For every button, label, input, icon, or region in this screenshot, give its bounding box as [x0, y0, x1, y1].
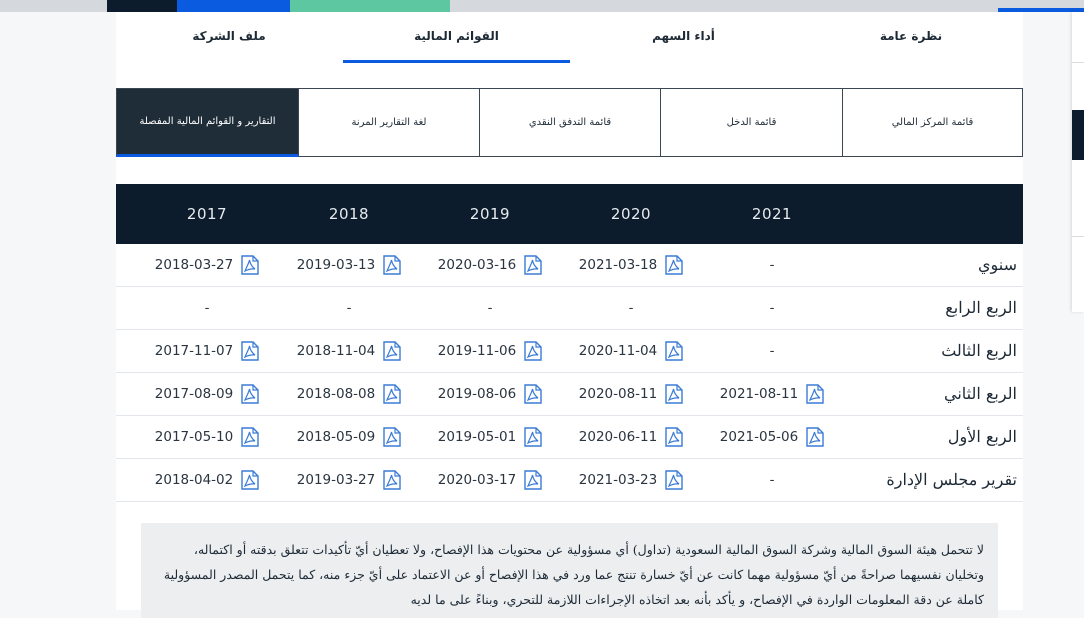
table-row	[116, 287, 1023, 330]
empty-cell	[702, 330, 842, 372]
pdf-file-icon[interactable]	[524, 470, 542, 490]
year-header: 2019	[469, 205, 511, 223]
report-link[interactable]	[420, 244, 560, 286]
report-date: 2018-05-09	[296, 429, 376, 445]
table-row	[116, 459, 1023, 502]
year-header: 2017	[186, 205, 228, 223]
disclaimer-text: لا تتحمل هيئة السوق المالية وشركة السوق المالية السعودية (تداول) أي مسؤولية عن محتويات هذا الإفصاح، ولا تعطيان أيّ تأكيدات تتعلق بدقته أو اكتماله، وتخليان نفسيهما صراحةً من أيّ مسؤولية مهما كانت عن أيّ خسارة تنتج عما ورد في هذا الإفصاح أو عن الاعتماد على أيّ جزء منه، كما يتحمل المصدر المسؤولية كاملة عن دقة المعلومات الواردة في الإفصاح، و يأكد بأنه بعد اتخاذه الإجراءات اللازمة للتحري، وبناءً على ما لديه	[163, 542, 984, 607]
tab-overview[interactable]: نظرة عامة	[879, 29, 943, 43]
report-link[interactable]	[137, 244, 277, 286]
empty-dash: -	[346, 300, 352, 316]
statement-subtabs	[116, 88, 1023, 159]
side-menu[interactable]	[1072, 12, 1084, 312]
report-date: 2020-08-11	[578, 386, 658, 402]
top-header-strip	[0, 0, 1084, 12]
empty-cell	[702, 244, 842, 286]
report-date: 2020-11-04	[578, 343, 658, 359]
disclaimer-box	[141, 523, 998, 618]
empty-cell	[702, 459, 842, 501]
table-row	[116, 373, 1023, 416]
report-date: 2020-03-17	[437, 472, 517, 488]
empty-dash: -	[769, 300, 775, 316]
table-row	[116, 416, 1023, 459]
report-date: 2019-05-01	[437, 429, 517, 445]
report-date: 2019-11-06	[437, 343, 517, 359]
report-link[interactable]	[702, 416, 842, 458]
year-header: 2021	[751, 205, 793, 223]
pdf-file-icon[interactable]	[383, 255, 401, 275]
report-link[interactable]	[279, 459, 419, 501]
report-date: 2020-03-16	[437, 257, 517, 273]
pdf-file-icon[interactable]	[665, 384, 683, 404]
report-link[interactable]	[561, 373, 701, 415]
report-link[interactable]	[561, 416, 701, 458]
pdf-file-icon[interactable]	[665, 255, 683, 275]
header-segment-green	[290, 0, 450, 12]
row-label: الربع الرابع	[945, 298, 1017, 317]
empty-cell	[702, 287, 842, 329]
empty-dash: -	[769, 343, 775, 359]
report-link[interactable]	[561, 459, 701, 501]
pdf-file-icon[interactable]	[383, 384, 401, 404]
year-header: 2018	[328, 205, 370, 223]
header-segment-blue	[177, 0, 290, 12]
report-link[interactable]	[420, 416, 560, 458]
table-header	[116, 184, 1023, 244]
pdf-file-icon[interactable]	[383, 470, 401, 490]
tab-stock-performance[interactable]: أداء السهم	[652, 29, 715, 43]
pdf-file-icon[interactable]	[806, 384, 824, 404]
report-link[interactable]	[561, 330, 701, 372]
report-date: 2020-06-11	[578, 429, 658, 445]
tab-company-profile[interactable]: ملف الشركة	[192, 29, 266, 43]
pdf-file-icon[interactable]	[383, 341, 401, 361]
empty-dash: -	[204, 300, 210, 316]
pdf-file-icon[interactable]	[241, 470, 259, 490]
table-row	[116, 330, 1023, 373]
report-date: 2018-04-02	[154, 472, 234, 488]
report-date: 2017-05-10	[154, 429, 234, 445]
pdf-file-icon[interactable]	[241, 255, 259, 275]
pdf-file-icon[interactable]	[241, 427, 259, 447]
pdf-file-icon[interactable]	[524, 255, 542, 275]
report-date: 2021-03-23	[578, 472, 658, 488]
report-link[interactable]	[137, 373, 277, 415]
subtab-income-statement[interactable]: قائمة الدخل	[661, 88, 843, 157]
empty-dash: -	[769, 472, 775, 488]
subtab-detailed-reports[interactable]: التقارير و القوائم المالية المفصلة	[116, 88, 299, 157]
empty-cell	[279, 287, 419, 329]
main-tabs	[116, 12, 1023, 64]
side-menu-divider	[1072, 236, 1084, 237]
report-date: 2018-11-04	[296, 343, 376, 359]
report-link[interactable]	[137, 416, 277, 458]
pdf-file-icon[interactable]	[806, 427, 824, 447]
report-link[interactable]	[279, 416, 419, 458]
report-link[interactable]	[702, 373, 842, 415]
table-row	[116, 244, 1023, 287]
report-link[interactable]	[420, 373, 560, 415]
pdf-file-icon[interactable]	[241, 341, 259, 361]
tab-financial-statements[interactable]: القوائم المالية	[343, 12, 570, 63]
report-date: 2021-05-06	[719, 429, 799, 445]
subtab-cash-flow[interactable]: قائمة التدفق النقدي	[480, 88, 661, 157]
row-label: الربع الثالث	[941, 341, 1017, 360]
report-date: 2019-08-06	[437, 386, 517, 402]
empty-dash: -	[487, 300, 493, 316]
header-segment-dark	[107, 0, 177, 12]
report-link[interactable]	[561, 244, 701, 286]
row-label: الربع الثاني	[943, 384, 1017, 403]
report-link[interactable]	[279, 244, 419, 286]
report-link[interactable]	[137, 459, 277, 501]
pdf-file-icon[interactable]	[665, 427, 683, 447]
report-date: 2021-03-18	[578, 257, 658, 273]
row-label: تقرير مجلس الإدارة	[886, 470, 1017, 489]
reports-table	[116, 184, 1023, 502]
pdf-file-icon[interactable]	[524, 427, 542, 447]
report-link[interactable]	[420, 330, 560, 372]
subtab-xbrl[interactable]: لغة التقارير المرنة	[299, 88, 480, 157]
subtab-balance-sheet[interactable]: قائمة المركز المالي	[843, 88, 1023, 157]
empty-cell	[137, 287, 277, 329]
empty-dash: -	[628, 300, 634, 316]
empty-cell	[420, 287, 560, 329]
pdf-file-icon[interactable]	[665, 341, 683, 361]
side-menu-active-item[interactable]	[1072, 110, 1084, 160]
year-header: 2020	[610, 205, 652, 223]
report-date: 2017-11-07	[154, 343, 234, 359]
report-date: 2018-08-08	[296, 386, 376, 402]
report-date: 2019-03-13	[296, 257, 376, 273]
row-label: الربع الأول	[947, 427, 1017, 446]
report-link[interactable]	[420, 459, 560, 501]
report-link[interactable]	[137, 330, 277, 372]
pdf-file-icon[interactable]	[241, 384, 259, 404]
empty-dash: -	[769, 257, 775, 273]
empty-cell	[561, 287, 701, 329]
table-body	[116, 244, 1023, 502]
pdf-file-icon[interactable]	[524, 384, 542, 404]
pdf-file-icon[interactable]	[665, 470, 683, 490]
report-date: 2018-03-27	[154, 257, 234, 273]
side-menu-divider	[1072, 62, 1084, 63]
pdf-file-icon[interactable]	[383, 427, 401, 447]
report-date: 2017-08-09	[154, 386, 234, 402]
report-link[interactable]	[279, 330, 419, 372]
row-label: سنوي	[977, 255, 1017, 274]
report-link[interactable]	[279, 373, 419, 415]
report-date: 2021-08-11	[719, 386, 799, 402]
pdf-file-icon[interactable]	[524, 341, 542, 361]
report-date: 2019-03-27	[296, 472, 376, 488]
